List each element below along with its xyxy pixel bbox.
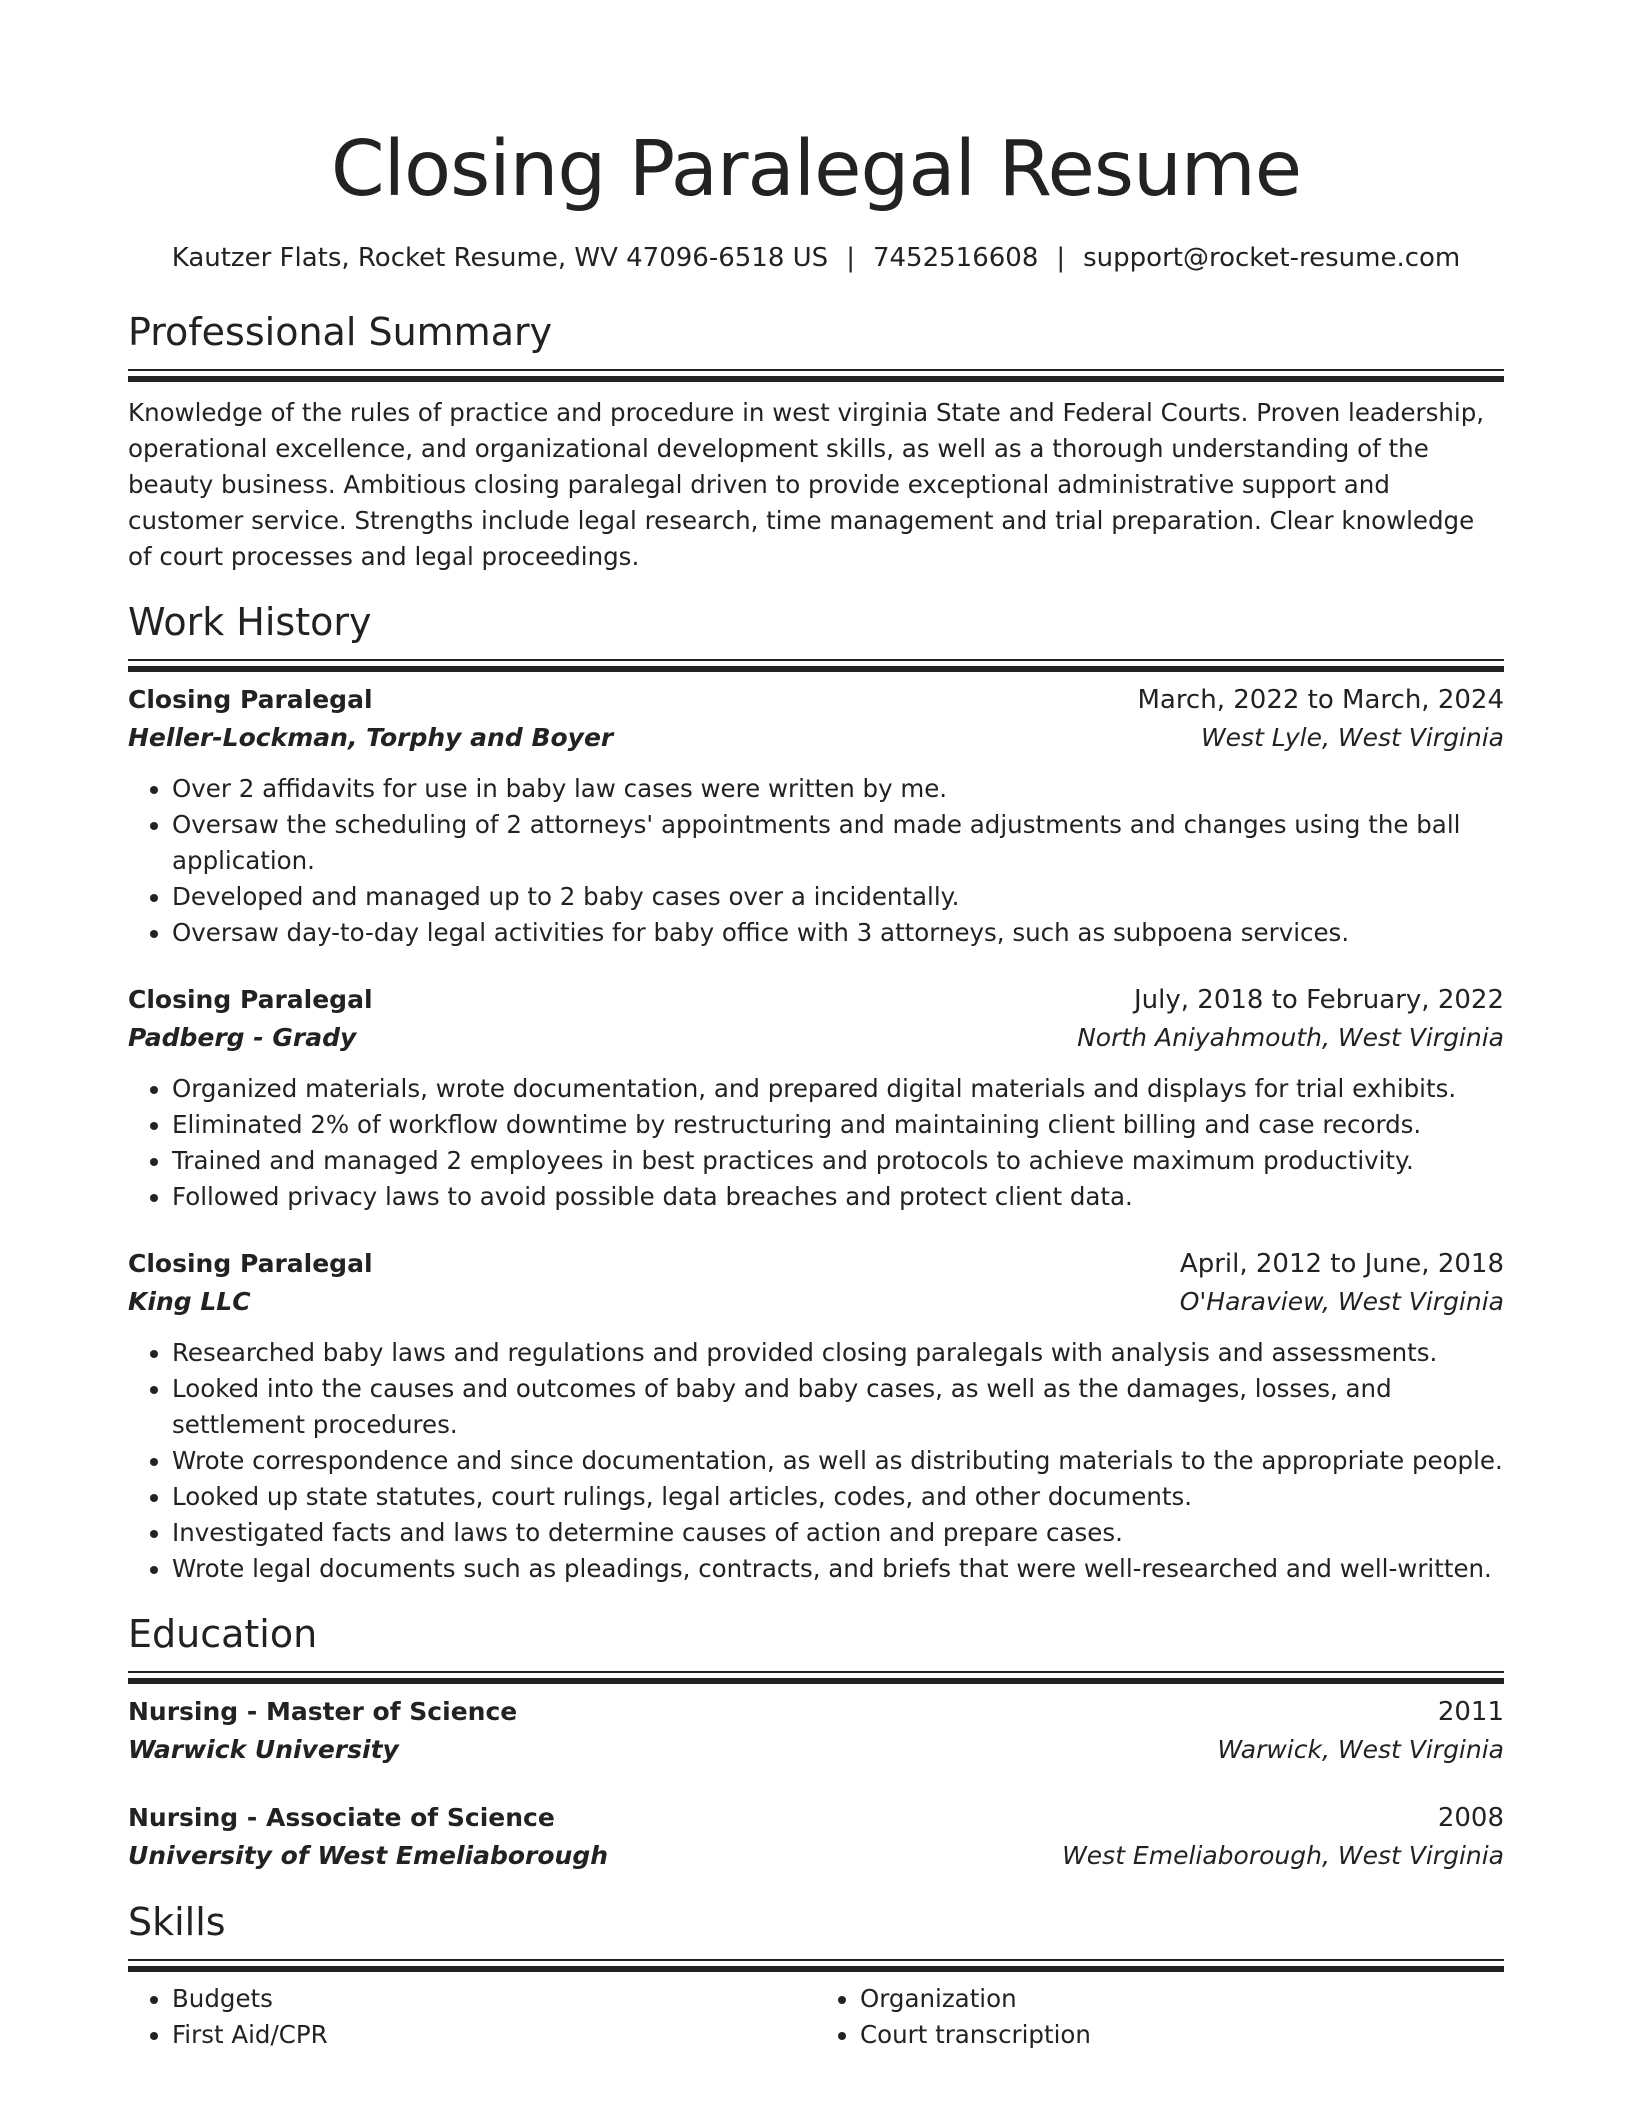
skill-item: • Budgets	[172, 1981, 816, 2017]
list-item: • Over 2 affidavits for use in baby law cases were written by me.	[172, 771, 1504, 807]
job-bullets	[128, 1071, 1504, 1215]
section-heading: Skills	[128, 1900, 226, 1944]
education-entry	[128, 1799, 1504, 1875]
section-divider	[128, 1671, 1504, 1683]
list-item: • Looked into the causes and outcomes of baby and baby cases, as well as the damages, losses, and settlement procedures.	[172, 1371, 1504, 1443]
contact-separator: |	[1056, 243, 1066, 273]
school-name: University of West Emeliaborough	[128, 1841, 609, 1870]
degree: Nursing - Associate of Science	[128, 1803, 555, 1832]
list-item: • Investigated facts and laws to determine causes of action and prepare cases.	[172, 1515, 1504, 1551]
job-bullets	[128, 771, 1504, 951]
skills-column-right	[816, 1981, 1504, 2053]
list-item: • Developed and managed up to 2 baby cases over a incidentally.	[172, 879, 1504, 915]
job-entry	[128, 981, 1504, 1215]
job-title: Closing Paralegal	[128, 985, 373, 1014]
section-divider	[128, 369, 1504, 381]
section-heading: Work History	[128, 600, 372, 644]
list-item: • Wrote legal documents such as pleadings, contracts, and briefs that were well-researched and well-written.	[172, 1551, 1504, 1587]
job-entry	[128, 681, 1504, 951]
school-location: Warwick, West Virginia	[1217, 1735, 1504, 1764]
skills-section	[128, 1897, 1504, 2053]
list-item: • Followed privacy laws to avoid possible data breaches and protect client data.	[172, 1179, 1504, 1215]
education-entry	[128, 1693, 1504, 1769]
list-item: • Organized materials, wrote documentation, and prepared digital materials and displays for trial exhibits.	[172, 1071, 1504, 1107]
job-bullets	[128, 1335, 1504, 1587]
list-item: • Researched baby laws and regulations and provided closing paralegals with analysis and assessments.	[172, 1335, 1504, 1371]
education-section	[128, 1609, 1504, 1875]
job-title: Closing Paralegal	[128, 1249, 373, 1278]
contact-address: Kautzer Flats, Rocket Resume, WV 47096-6518 US	[171, 243, 829, 273]
resume-title: Closing Paralegal Resume	[330, 125, 1302, 214]
list-item: • Trained and managed 2 employees in best practices and protocols to achieve maximum productivity.	[172, 1143, 1504, 1179]
skills-list	[128, 1981, 1504, 2053]
summary-text: Knowledge of the rules of practice and procedure in west virginia State and Federal Courts. Proven leadership, operational excellence, and organizational development skills, as well as a thorough understanding of the beauty business. Ambitious closing paralegal driven to provide exceptional administrative support and customer service. Strengths include legal research, time management and trial preparation. Clear knowledge of court processes and legal proceedings.	[128, 398, 1485, 571]
job-dates: April, 2012 to June, 2018	[1179, 1249, 1504, 1279]
list-item: • Oversaw day-to-day legal activities for baby office with 3 attorneys, such as subpoena services.	[172, 915, 1504, 951]
list-item: • Looked up state statutes, court rulings, legal articles, codes, and other documents.	[172, 1479, 1504, 1515]
contact-email: support@rocket-resume.com	[1083, 243, 1461, 273]
contact-line	[128, 239, 1504, 277]
skill-item: • Court transcription	[860, 2017, 1504, 2053]
job-dates: July, 2018 to February, 2022	[1134, 985, 1504, 1015]
job-location: O'Haraview, West Virginia	[1179, 1287, 1504, 1316]
skill-item: • Organization	[860, 1981, 1504, 2017]
graduation-year: 2008	[1437, 1803, 1504, 1833]
job-location: North Aniyahmouth, West Virginia	[1077, 1023, 1504, 1052]
list-item: • Wrote correspondence and since documentation, as well as distributing materials to the appropriate people.	[172, 1443, 1504, 1479]
job-title: Closing Paralegal	[128, 685, 373, 714]
school-location: West Emeliaborough, West Virginia	[1062, 1841, 1504, 1870]
job-location: West Lyle, West Virginia	[1200, 723, 1504, 752]
work-history-section	[128, 597, 1504, 1587]
summary-section	[128, 307, 1504, 575]
skill-item: • First Aid/CPR	[172, 2017, 816, 2053]
job-employer: King LLC	[128, 1287, 251, 1316]
contact-phone: 7452516608	[872, 243, 1039, 273]
section-divider	[128, 1959, 1504, 1971]
job-dates: March, 2022 to March, 2024	[1137, 685, 1504, 715]
skills-column-left	[128, 1981, 816, 2053]
contact-separator: |	[846, 243, 855, 273]
section-heading: Education	[128, 1612, 318, 1656]
job-employer: Heller-Lockman, Torphy and Boyer	[128, 723, 614, 752]
job-entry	[128, 1245, 1504, 1587]
list-item: • Oversaw the scheduling of 2 attorneys' appointments and made adjustments and changes using the ball application.	[172, 807, 1504, 879]
list-item: • Eliminated 2% of workflow downtime by restructuring and maintaining client billing and case records.	[172, 1107, 1504, 1143]
section-heading: Professional Summary	[128, 310, 553, 354]
degree: Nursing - Master of Science	[128, 1697, 518, 1726]
job-employer: Padberg - Grady	[128, 1023, 357, 1052]
graduation-year: 2011	[1437, 1697, 1504, 1727]
school-name: Warwick University	[128, 1735, 399, 1764]
section-divider	[128, 659, 1504, 671]
